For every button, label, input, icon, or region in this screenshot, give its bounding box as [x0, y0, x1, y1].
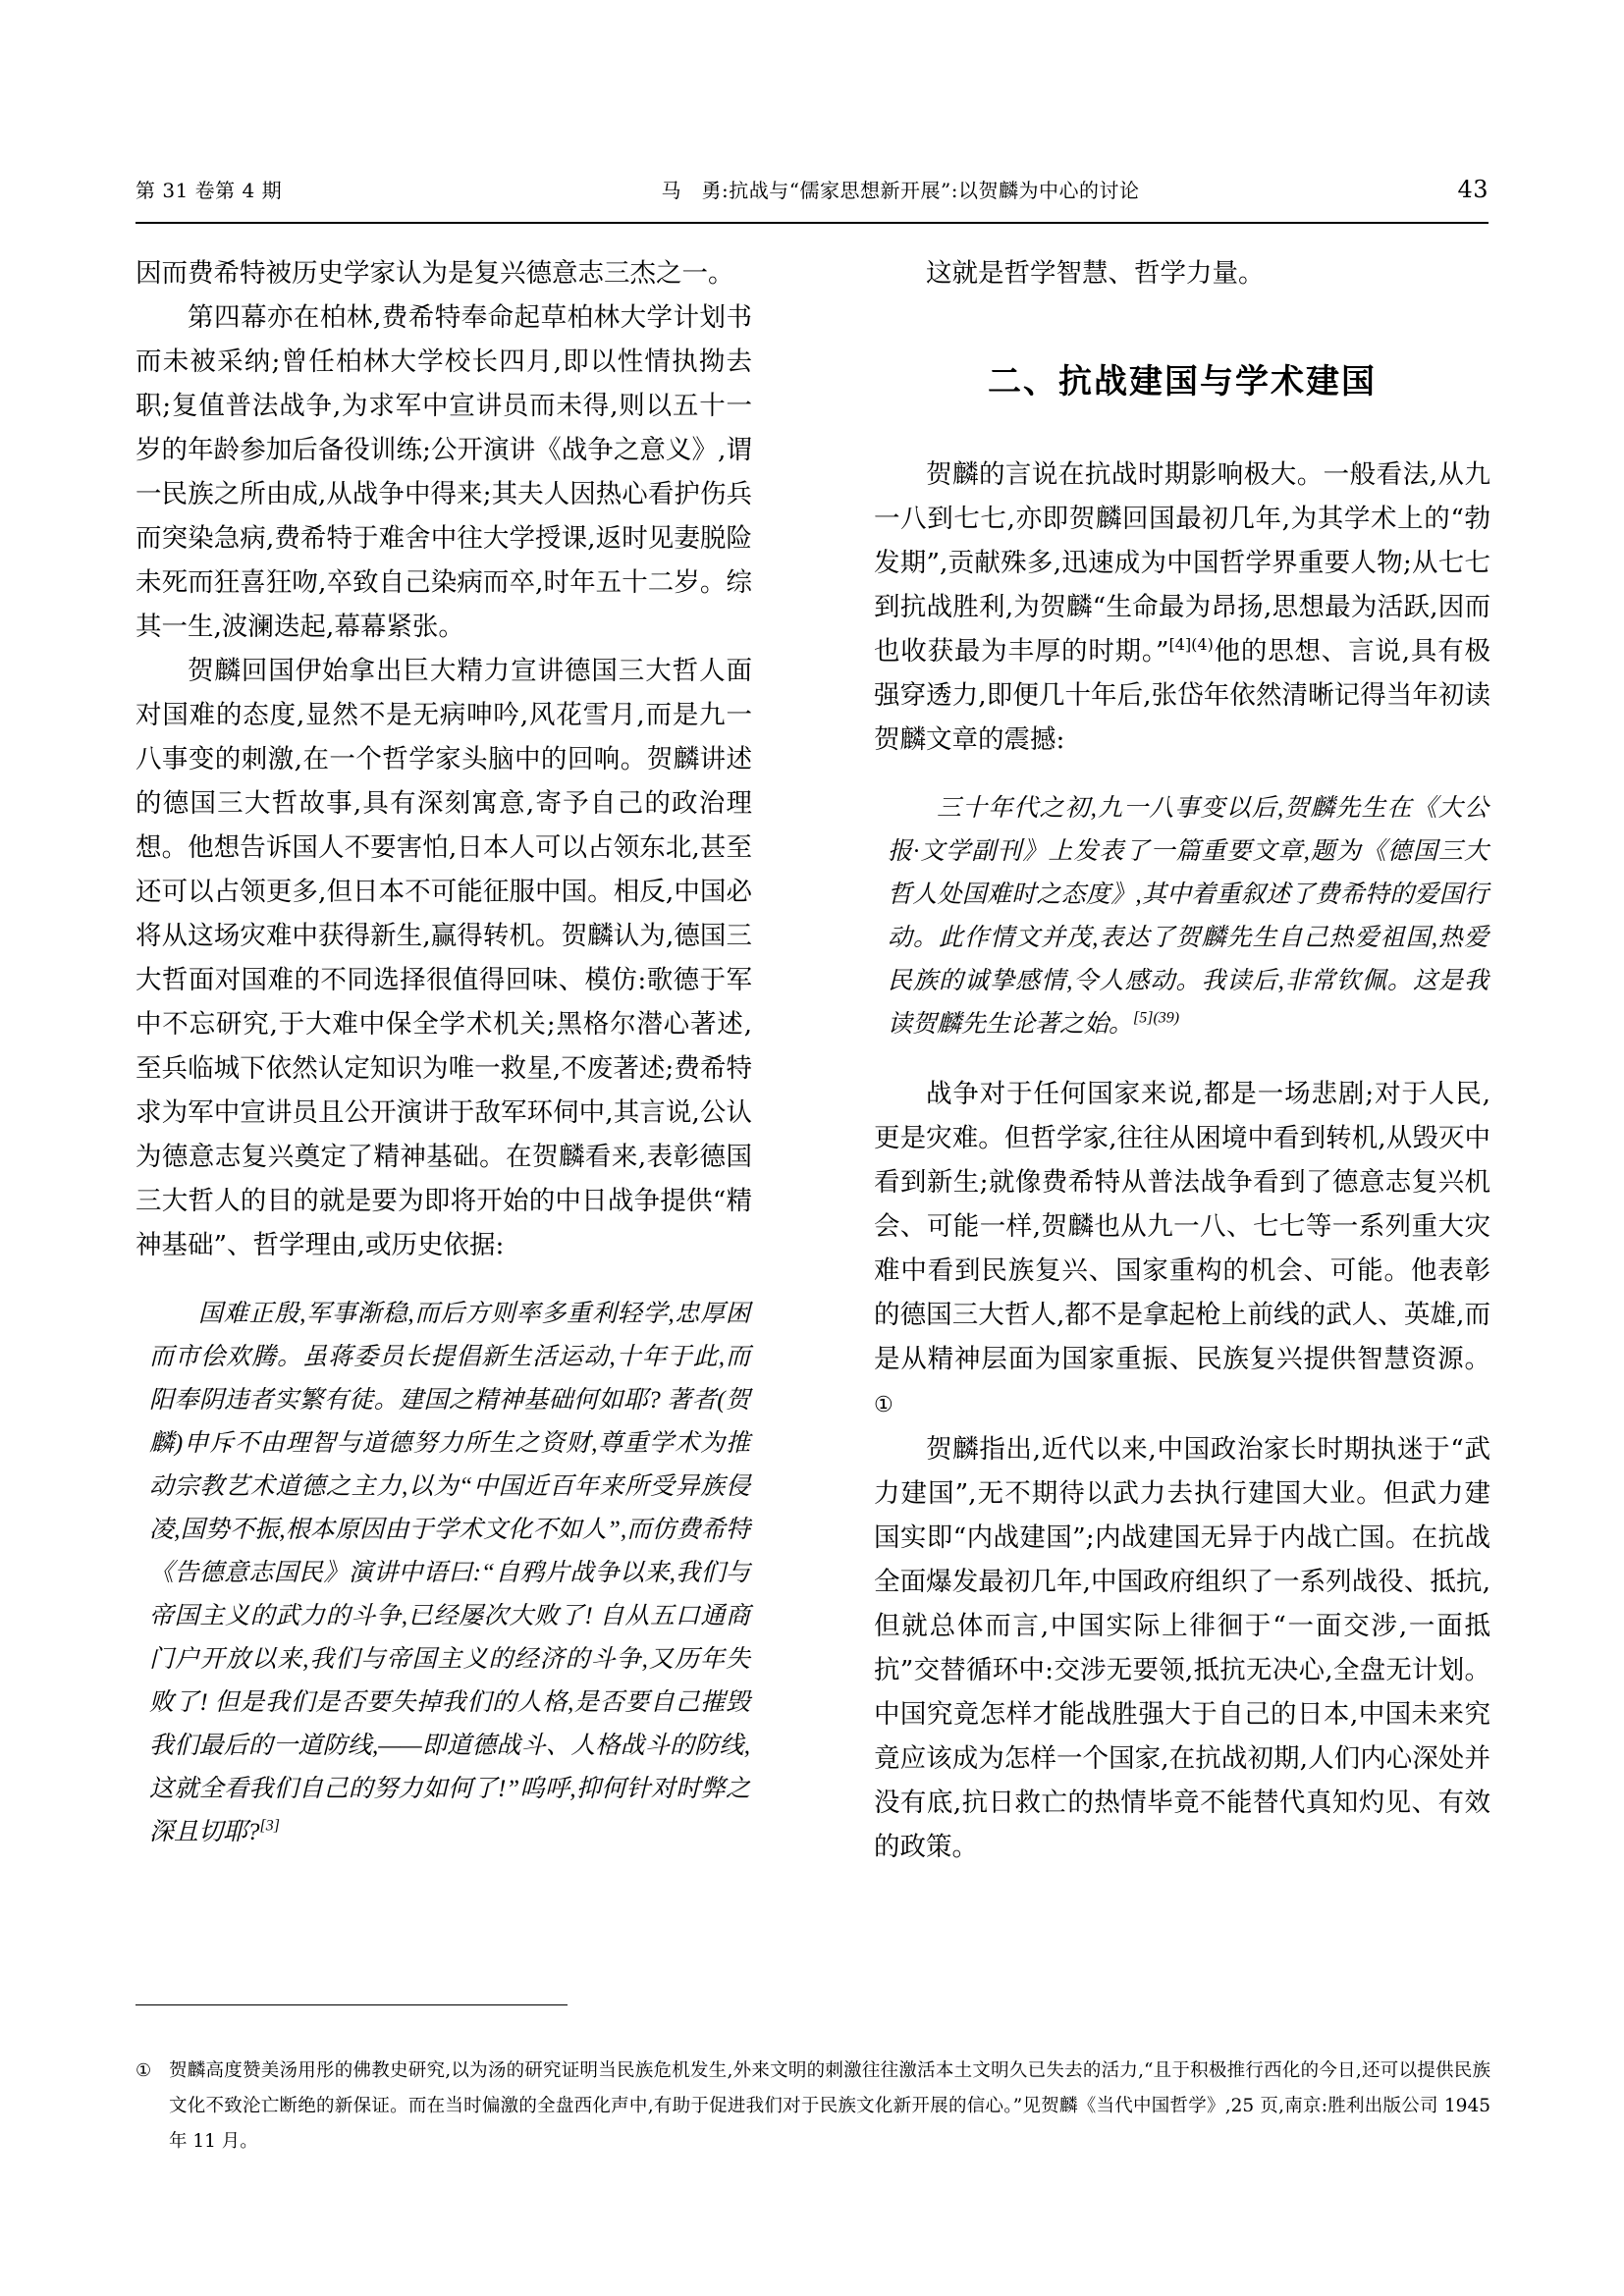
footnote-marker: ① — [135, 2060, 152, 2081]
right-blockquote — [888, 787, 1489, 1046]
left-paragraph-1: 因而费希特被历史学家认为是复兴德意志三杰之一。 — [135, 258, 734, 289]
right-paragraph-2 — [874, 453, 1490, 762]
left-blockquote-citation: [3] — [259, 1817, 280, 1835]
right-paragraph-4: 贺麟指出,近代以来,中国政治家长时期执迷于“武力建国”,无不期待以武力去执行建国大业。但武力建国实即“内战建国”;内战建国无异于内战亡国。在抗战全面爆发最初几年,中国政府组织了一系列战役、抵抗,但就总体而言,中国实际上徘徊于“一面交涉,一面抵抗”交替循环中:交涉无要领,抵抗无决心,全盘无计划。中国究竟怎样才能战胜强大于自己的日本,中国未来究竟应该成为怎样一个国家,在抗战初期,人们内心深处并没有底,抗日救亡的热情毕竟不能替代真知灼见、有效的政策。 — [874, 1434, 1490, 1862]
footnote-divider-rule — [135, 2004, 568, 2005]
page-number: 43 — [1457, 176, 1489, 203]
right-paragraph-1: 这就是哲学智慧、哲学力量。 — [926, 258, 1265, 289]
footnote-text: 贺麟高度赞美汤用彤的佛教史研究,以为汤的研究证明当民族危机发生,外来文明的刺激往往激活本土文明久已失去的活力,“且于积极推行西化的今日,还可以提供民族文化不致沦亡断绝的新保证。而在当时偏激的全盘西化声中,有助于促进我们对于民族文化新开展的信心。”见贺麟《当代中国哲学》,25 页,南京:胜利出版公司 1945 年 11 月。 — [169, 2060, 1490, 2152]
header-divider-rule — [135, 222, 1489, 224]
right-blockquote-citation: [5](39) — [1133, 1009, 1180, 1027]
left-paragraph-3: 贺麟回国伊始拿出巨大精力宣讲德国三大哲人面对国难的态度,显然不是无病呻吟,风花雪月,而是九一八事变的刺激,在一个哲学家头脑中的回响。贺麟讲述的德国三大哲故事,具有深刻寓意,寄予自己的政治理想。他想告诉国人不要害怕,日本人可以占领东北,甚至还可以占领更多,但日本不可能征服中国。相反,中国必将从这场灾难中获得新生,赢得转机。贺麟认为,德国三大哲面对国难的不同选择很值得回味、模仿:歌德于军中不忘研究,于大难中保全学术机关;黑格尔潜心著述,至兵临城下依然认定知识为唯一救星,不废著述;费希特求为军中宣讲员且公开演讲于敌军环伺中,其言说,公认为德意志复兴奠定了精神基础。在贺麟看来,表彰德国三大哲人的目的就是要为即将开始的中日战争提供“精神基础”、哲学理由,或历史依据: — [135, 656, 752, 1260]
right-column — [874, 251, 1490, 1940]
right-paragraph-2-part-a: 贺麟的言说在抗战时期影响极大。一般看法,从九一八到七七,亦即贺麟回国最初几年,为其学术上的“勃发期”,贡献殊多,迅速成为中国哲学界重要人物;从七七到抗战胜利,为贺麟“生命最为昂扬,思想最为活跃,因而也收获最为丰厚的时期。” — [874, 459, 1490, 667]
right-paragraph-2-citation: [4](4) — [1168, 635, 1214, 655]
right-paragraph-3-text: 战争对于任何国家来说,都是一场悲剧;对于人民,更是灾难。但哲学家,往往从困境中看到转机,从毁灭中看到新生;就像费希特从普法战争看到了德意志复兴机会、可能一样,贺麟也从九一八、七七等一系列重大灾难中看到民族复兴、国家重构的机会、可能。他表彰的德国三大哲人,都不是拿起枪上前线的武人、英雄,而是从精神层面为国家重振、民族复兴提供智慧资源。 — [874, 1079, 1490, 1374]
right-blockquote-text: 三十年代之初,九一八事变以后,贺麟先生在《大公报·文学副刊》上发表了一篇重要文章,题为《德国三大哲人处国难时之态度》,其中着重叙述了费希特的爱国行动。此作情文并茂,表达了贺麟先生自己热爱祖国,热爱民族的诚挚感情,令人感动。我读后,非常钦佩。这是我读贺麟先生论著之始。 — [888, 795, 1489, 1038]
right-paragraph-3 — [874, 1072, 1490, 1427]
right-paragraph-3-footnote-marker: ① — [874, 1393, 893, 1417]
running-head — [135, 175, 1489, 214]
left-blockquote — [149, 1293, 750, 1854]
volume-issue-label: 第 31 卷第 4 期 — [135, 179, 283, 202]
two-column-body — [135, 251, 1490, 1940]
right-paragraph-2-part-b: 他的思想、言说,具有极强穿透力,即便几十年后,张岱年依然清晰记得当年初读贺麟文章的震撼: — [874, 636, 1490, 755]
left-column — [135, 251, 752, 1940]
left-blockquote-text: 国难正殷,军事渐稳,而后方则率多重利轻学,忠厚困而市侩欢腾。虽蒋委员长提倡新生活运动,十年于此,而阳奉阴违者实繁有徒。建国之精神基础何如耶? 著者(贺麟)申斥不由理智与道德努力所生之资财,尊重学术为推动宗教艺术道德之主力,以为“中国近百年来所受异族侵凌,国势不振,根本原因由于学术文化不如人”,而仿费希特《告德意志国民》演讲中语曰:“自鸦片战争以来,我们与帝国主义的武力的斗争,已经屡次大败了! 自从五口通商门户开放以来,我们与帝国主义的经济的斗争,又历年失败了! 但是我们是否要失掉我们的人格,是否要自己摧毁我们最后的一道防线,——即道德战斗、人格战斗的防线,这就全看我们自己的努力如何了!”呜呼,抑何针对时弊之深且切耶? — [149, 1301, 750, 1845]
footnote-block — [135, 2054, 1490, 2160]
article-title-header: 马 勇:抗战与“儒家思想新开展”:以贺麟为中心的讨论 — [661, 179, 1140, 202]
left-paragraph-2: 第四幕亦在柏林,费希特奉命起草柏林大学计划书而未被采纳;曾任柏林大学校长四月,即以性情执拗去职;复值普法战争,为求军中宣讲员而未得,则以五十一岁的年龄参加后备役训练;公开演讲《战争之意义》,谓一民族之所由成,从战争中得来;其夫人因热心看护伤兵而突染急病,费希特于难舍中往大学授课,返时见妻脱险未死而狂喜狂吻,卒致自己染病而卒,时年五十二岁。综其一生,波澜迭起,幕幕紧张。 — [135, 302, 752, 642]
section-heading: 二、抗战建国与学术建国 — [988, 362, 1377, 401]
